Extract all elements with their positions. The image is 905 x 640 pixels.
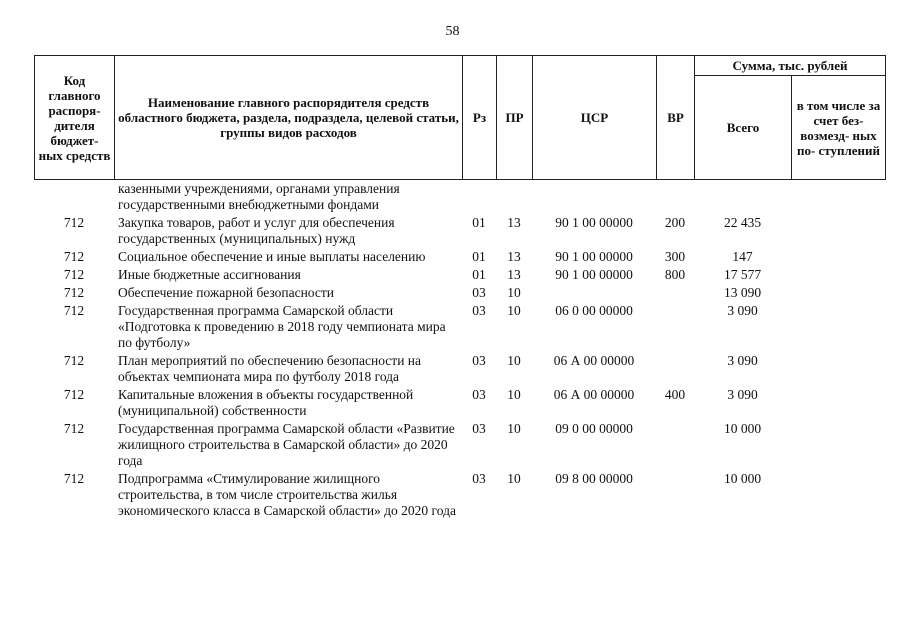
row-vr [656,419,694,469]
row-gratuitous [791,469,885,519]
row-total: 10 000 [723,471,762,486]
row-gratuitous [791,385,885,419]
row-name: Социальное обеспечение и иные выплаты населению [118,249,426,264]
header-pr: ПР [497,56,533,180]
header-rz: Рз [463,56,497,180]
header-total: Всего [695,76,792,180]
row-csr [532,283,656,301]
row-total: 17 577 [723,267,762,282]
header-csr: ЦСР [533,56,657,180]
row-name: Закупка товаров, работ и услуг для обеспечения государственных (муниципальных) нужд [118,215,395,246]
page-number: 58 [445,24,460,39]
budget-table [34,181,885,519]
header-name: Наименование главного распорядителя средств областного бюджета, раздела, подраздела, целевой статьи, группы видов расходов [115,56,463,180]
row-gratuitous [791,181,885,213]
row-total: 22 435 [723,215,762,230]
table-row [34,419,885,469]
row-csr: 90 1 00 00000 [555,249,633,264]
row-name: казенными учреждениями, органами управления государственными внебюджетными фондами [118,181,400,212]
row-name: Подпрограмма «Стимулирование жилищного строительства, в том числе строительства жилья экономического класса в Самарской области» до 2020 года [118,471,456,518]
row-csr [532,181,656,213]
row-rz: 03 [472,471,486,486]
row-name: Государственная программа Самарской области «Подготовка к проведению в 2018 году чемпионата мира по футболу» [118,303,446,350]
row-gratuitous [791,247,885,265]
table-row [34,469,885,519]
row-gratuitous [791,265,885,283]
row-rz: 01 [472,267,486,282]
row-vr: 800 [664,267,686,282]
row-vr: 200 [664,215,686,230]
row-csr: 06 А 00 00000 [553,353,635,368]
row-code: 712 [63,267,85,282]
row-code [34,181,114,213]
row-total: 3 090 [727,303,758,318]
header-vr: ВР [657,56,695,180]
row-gratuitous [791,351,885,385]
row-pr: 10 [507,387,521,402]
row-rz: 03 [472,353,486,368]
table-row [34,265,885,283]
row-vr [656,181,694,213]
row-code: 712 [63,387,85,402]
header-gratuitous: в том числе за счет без- возмезд- ных по- ступлений [792,76,886,180]
row-name: Капитальные вложения в объекты государственной (муниципальной) собственности [118,387,414,418]
row-csr: 09 0 00 00000 [555,421,633,436]
row-rz [462,181,496,213]
row-vr: 300 [664,249,686,264]
table-header [34,55,886,180]
row-csr: 09 8 00 00000 [555,471,633,486]
row-rz: 01 [472,249,486,264]
row-total: 147 [732,249,753,264]
row-csr: 90 1 00 00000 [555,267,633,282]
row-name: Иные бюджетные ассигнования [118,267,301,282]
row-vr [656,283,694,301]
row-csr: 06 0 00 00000 [555,303,633,318]
row-rz: 03 [472,421,486,436]
table-row [34,351,885,385]
row-csr: 06 А 00 00000 [553,387,635,402]
row-code: 712 [63,249,85,264]
row-code: 712 [63,471,85,486]
row-code: 712 [63,285,85,300]
row-csr: 90 1 00 00000 [555,215,633,230]
row-name: Обеспечение пожарной безопасности [118,285,335,300]
row-total: 3 090 [727,387,758,402]
row-name: План мероприятий по обеспечению безопасности на объектах чемпионата мира по футболу 2018 года [118,353,422,384]
row-vr [656,351,694,385]
row-vr [656,301,694,351]
row-pr: 13 [507,249,521,264]
row-pr: 10 [507,421,521,436]
row-code: 712 [63,215,85,230]
row-rz: 03 [472,285,486,300]
row-rz: 03 [472,387,486,402]
row-code: 712 [63,421,85,436]
row-gratuitous [791,213,885,247]
row-gratuitous [791,301,885,351]
row-total: 3 090 [727,353,758,368]
row-total: 10 000 [723,421,762,436]
table-row [34,213,885,247]
row-gratuitous [791,283,885,301]
row-rz: 01 [472,215,486,230]
row-name: Государственная программа Самарской области «Развитие жилищного строительства в Самарской области» до 2020 года [118,421,455,468]
row-gratuitous [791,419,885,469]
row-vr: 400 [664,387,686,402]
table-row [34,181,885,213]
row-vr [656,469,694,519]
header-code: Код главного распоря- дителя бюджет- ных средств [35,56,115,180]
row-rz: 03 [472,303,486,318]
row-pr: 10 [507,471,521,486]
row-pr: 10 [507,353,521,368]
row-total [694,181,791,213]
table-row [34,247,885,265]
row-code: 712 [63,353,85,368]
row-pr: 13 [507,267,521,282]
row-total: 13 090 [723,285,762,300]
table-body [34,181,885,519]
table-row [34,301,885,351]
row-code: 712 [63,303,85,318]
table-row [34,385,885,419]
header-sum: Сумма, тыс. рублей [695,56,886,76]
row-pr: 10 [507,285,521,300]
row-pr: 13 [507,215,521,230]
row-pr: 10 [507,303,521,318]
row-pr [496,181,532,213]
table-row [34,283,885,301]
